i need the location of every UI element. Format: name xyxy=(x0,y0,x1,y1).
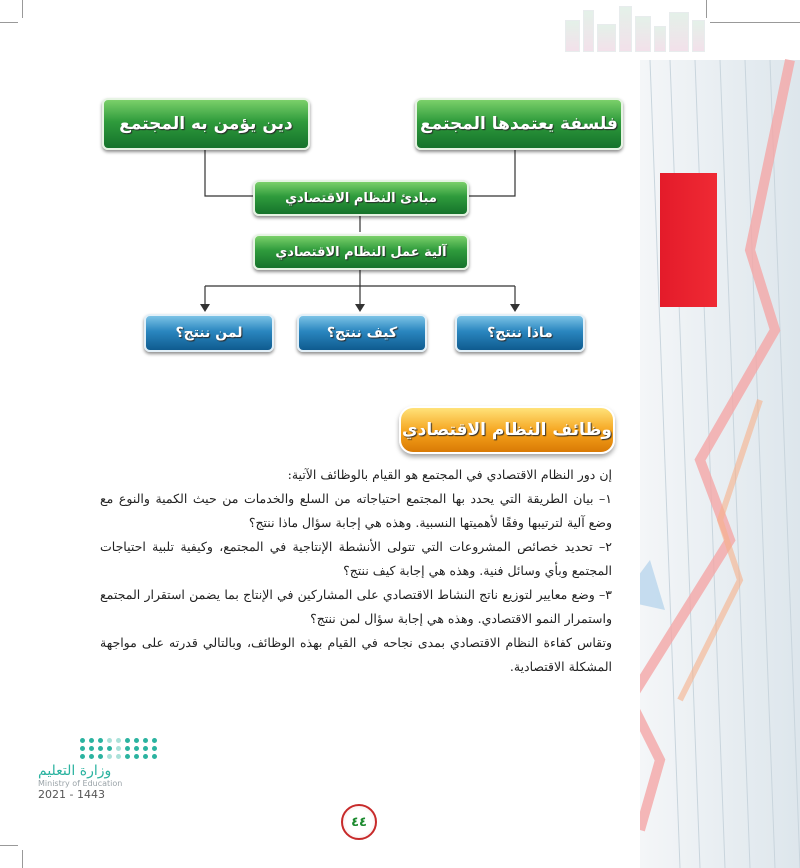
box-philosophy: فلسفة يعتمدها المجتمع xyxy=(415,98,623,150)
box-what-to-produce: ماذا ننتج؟ xyxy=(455,314,585,352)
ministry-logo-dots xyxy=(80,738,168,759)
body-text xyxy=(100,463,612,679)
conclusion-paragraph: وتقاس كفاءة النظام الاقتصادي بمدى نجاحه في القيام بهذه الوظائف، وبالتالي قدرته على مواجهة المشكلة الاقتصادية. xyxy=(100,635,612,674)
crop-mark xyxy=(0,845,18,846)
box-how-to-produce: كيف ننتج؟ xyxy=(297,314,427,352)
box-religion: دين يؤمن به المجتمع xyxy=(102,98,310,150)
intro-paragraph: إن دور النظام الاقتصادي في المجتمع هو القيام بالوظائف الآتية: xyxy=(287,467,612,482)
box-for-whom: لمن ننتج؟ xyxy=(144,314,274,352)
crop-mark xyxy=(22,850,23,868)
box-principles: مبادئ النظام الاقتصادي xyxy=(253,180,469,216)
ministry-name-en: Ministry of Education xyxy=(38,779,123,788)
section-title: وظائف النظام الاقتصادي xyxy=(399,406,615,454)
ministry-name-ar: وزارة التعليم xyxy=(38,763,112,779)
function-2: ٢– تحديد خصائص المشروعات التي تتولى الأنشطة الإنتاجية في المجتمع، وكيفية تلبية احتياجات المجتمع وبأي وسائل فنية. وهذه هي إجابة كيف ننتج؟ xyxy=(100,539,612,578)
box-mechanism: آلية عمل النظام الاقتصادي xyxy=(253,234,469,270)
function-1: ١– بيان الطريقة التي يحدد بها المجتمع احتياجاته من السلع والخدمات من حيث الكمية والنوع مع وضع آلية لترتيبها وفقًا لأهميتها النسبية. وهذه هي إجابة سؤال ماذا ننتج؟ xyxy=(100,491,612,530)
page-number: ٤٤ xyxy=(341,804,377,840)
edition-year: 2021 - 1443 xyxy=(38,788,105,801)
function-3: ٣– وضع معايير لتوزيع ناتج النشاط الاقتصادي على المشاركين في الإنتاج بما يضمن استقرار المجتمع واستمرار النمو الاقتصادي. وهذه هي إجابة سؤال لمن ننتج؟ xyxy=(100,587,612,626)
ministry-logo xyxy=(38,738,168,818)
